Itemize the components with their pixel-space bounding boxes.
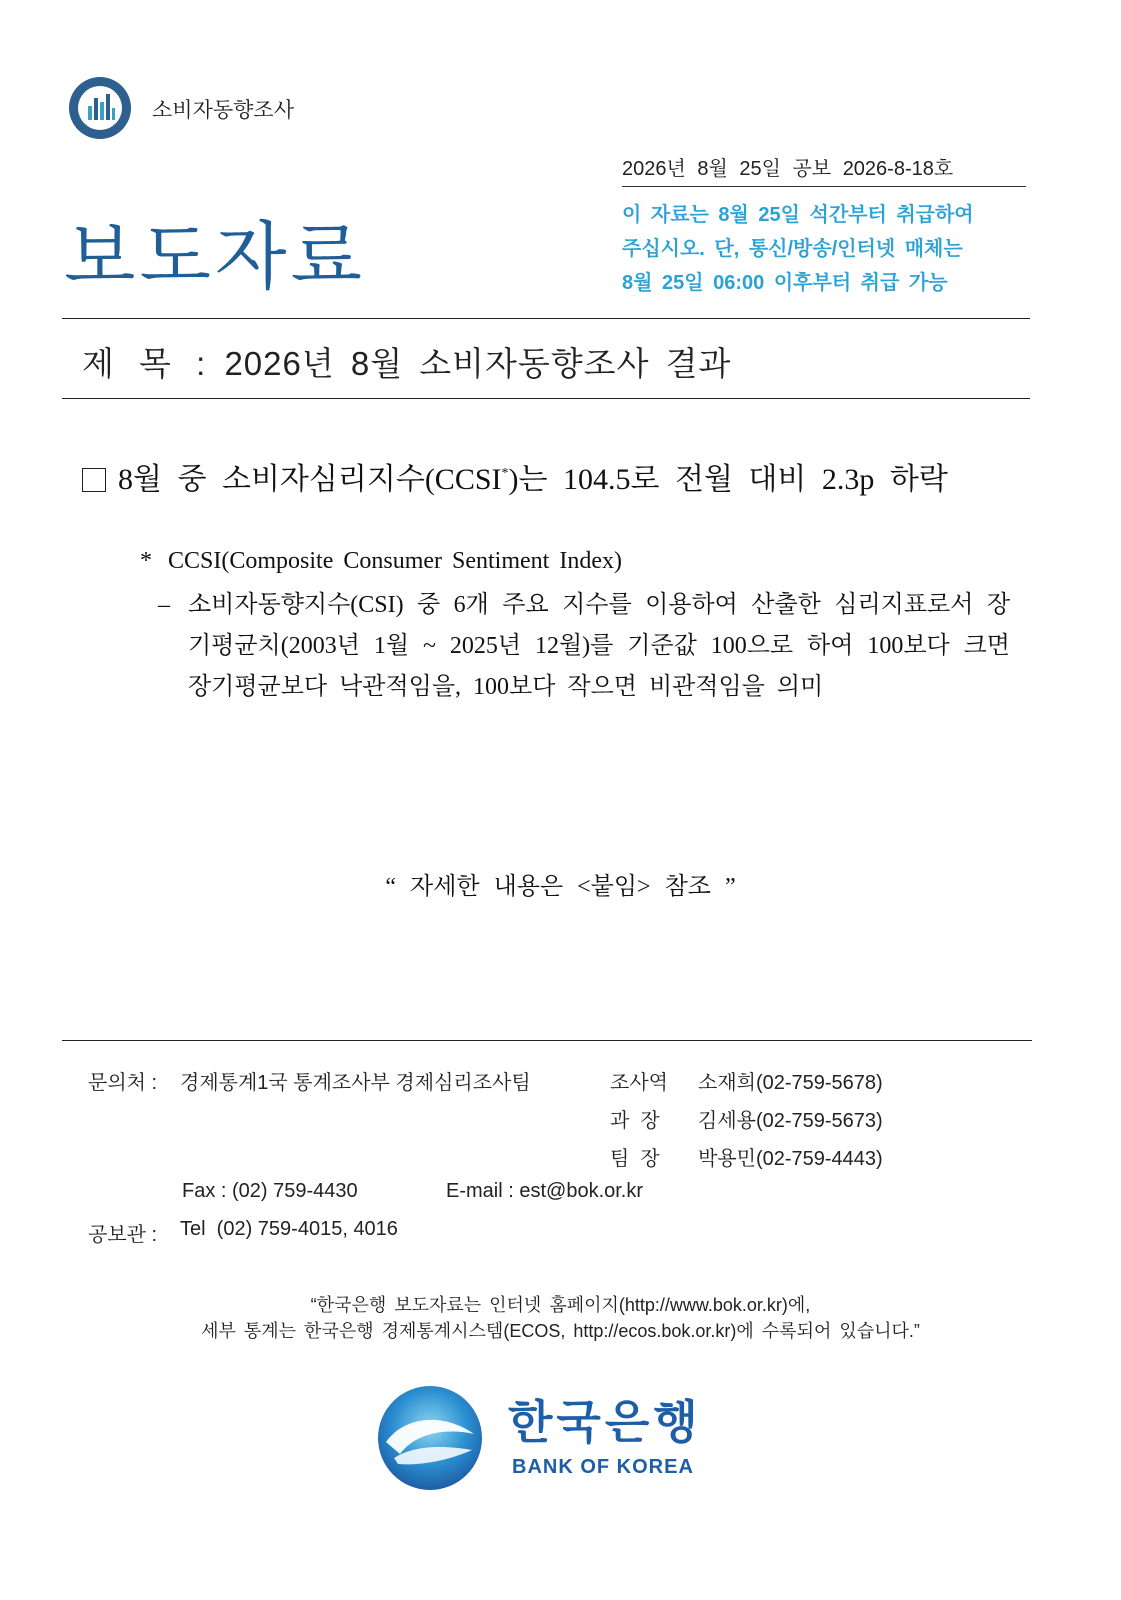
headline-text: 8월 중 소비자심리지수(CCSI bbox=[118, 463, 502, 496]
department: 경제통계1국 통계조사부 경제심리조사팀 bbox=[180, 1072, 531, 1094]
bank-name-english: BANK OF KOREA bbox=[512, 1456, 694, 1478]
footnote-mark: * bbox=[501, 466, 509, 481]
pr-tel: Tel (02) 759-4015, 4016 bbox=[180, 1218, 398, 1240]
issue-line: 2026년 8월 25일 공보 2026-8-18호 bbox=[622, 152, 1026, 187]
note-term: CCSI(Composite Consumer Sentiment Index) bbox=[168, 548, 622, 574]
note-definition-paragraph bbox=[140, 585, 1010, 708]
definition-note bbox=[140, 548, 1010, 708]
embargo-line: 주십시오. 단, 통신/방송/인터넷 매체는 bbox=[622, 238, 963, 260]
footer-note bbox=[0, 1292, 1121, 1344]
embargo-line: 이 자료는 8월 25일 석간부터 취급하여 bbox=[622, 204, 974, 226]
press-release-title: 보도자료 bbox=[64, 214, 366, 300]
reference-note: “ 자세한 내용은 <붙임> 참조 ” bbox=[385, 874, 736, 900]
embargo-line: 8월 25일 06:00 이후부터 취급 가능 bbox=[622, 272, 948, 294]
inquiry-label: 문의처 : bbox=[88, 1072, 158, 1094]
divider bbox=[62, 398, 1030, 399]
email: E-mail : est@bok.or.kr bbox=[446, 1180, 644, 1202]
contact-role: 조사역 bbox=[610, 1072, 668, 1094]
subject-title: 2026년 8월 소비자동향조사 결과 bbox=[224, 345, 732, 382]
bank-name-korean: 한국은행 bbox=[508, 1396, 702, 1448]
asterisk: * bbox=[140, 548, 152, 574]
embargo-notice bbox=[622, 198, 1032, 300]
note-definition: 소비자동향지수(CSI) 중 6개 주요 지수를 이용하여 산출한 심리지표로서 장기평균치(2003년 1월 ~ 2025년 12월)를 기준값 100으로 하여 100보다 크면 장기평균보다 낙관적임을, 100보다 작으면 비관적임을 의미 bbox=[188, 592, 1010, 700]
divider bbox=[62, 1040, 1032, 1041]
contact-role: 팀 장 bbox=[610, 1148, 660, 1170]
contact-name: 김세용(02-759-5673) bbox=[698, 1110, 883, 1132]
footer-note-line: 세부 통계는 한국은행 경제통계시스템(ECOS, http://ecos.bok.or.kr)에 수록되어 있습니다.” bbox=[201, 1321, 920, 1341]
fax: Fax : (02) 759-4430 bbox=[182, 1180, 358, 1202]
contact-role: 과 장 bbox=[610, 1110, 660, 1132]
checkbox-square-icon bbox=[82, 468, 106, 492]
divider bbox=[62, 318, 1030, 319]
note-term-line bbox=[140, 548, 1010, 575]
subject-line bbox=[82, 338, 731, 385]
footer-note-line: “한국은행 보도자료는 인터넷 홈페이지(http://www.bok.or.kr)에, bbox=[310, 1295, 811, 1315]
subject-label: 제 목 : bbox=[82, 345, 207, 382]
dash-bullet: – bbox=[158, 592, 170, 618]
headline-text-end: )는 104.5로 전월 대비 2.3p 하락 bbox=[508, 463, 948, 496]
contact-name: 박용민(02-759-4443) bbox=[698, 1148, 883, 1170]
bank-of-korea-emblem bbox=[376, 1384, 484, 1492]
headline bbox=[82, 454, 948, 498]
contact-name: 소재희(02-759-5678) bbox=[698, 1072, 883, 1094]
pr-label: 공보관 : bbox=[88, 1224, 158, 1246]
org-name: 소비자동향조사 bbox=[152, 99, 295, 122]
national-statistics-logo bbox=[68, 76, 132, 140]
